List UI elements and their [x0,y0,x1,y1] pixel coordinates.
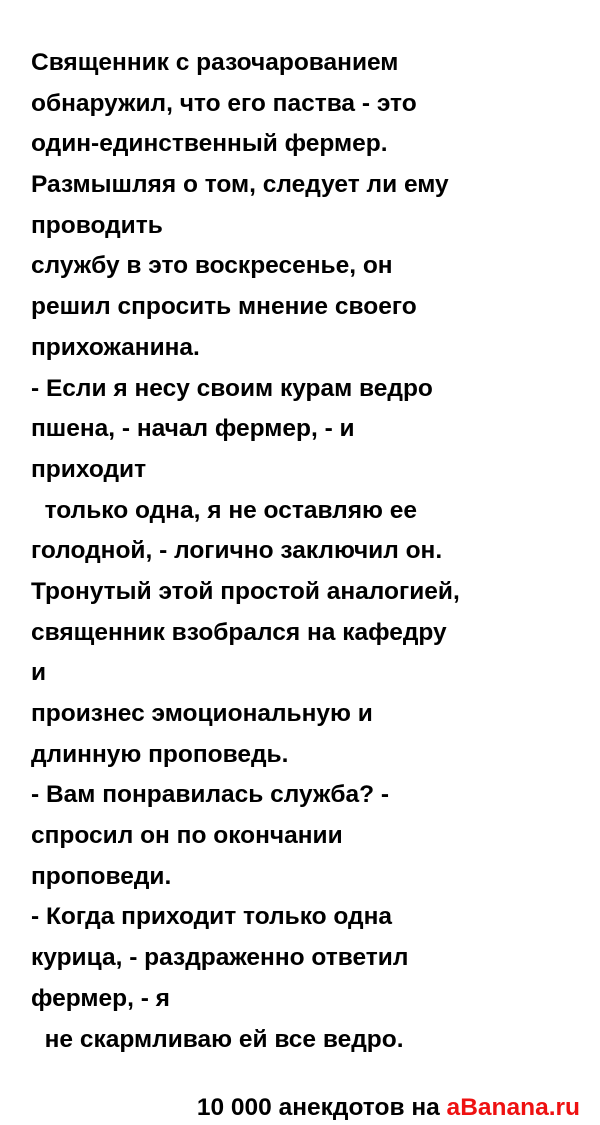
joke-line: обнаружил, что его паства - это [31,89,417,117]
joke-line: проводить [31,211,163,239]
joke-line: проповеди. [31,862,172,890]
joke-line: службу в это воскресенье, он [31,252,393,280]
site-footer [0,1057,580,1125]
joke-line: голодной, - логично заключил он. [31,537,443,565]
joke-line: - Когда приходит только одна [31,903,393,931]
joke-line: прихожанина. [31,333,200,361]
site-brand-link[interactable] [447,1094,580,1121]
joke-line: приходит [31,455,147,483]
joke-line: Тронутый этой простой аналогией, [31,577,460,605]
joke-line: Размышляя о том, следует ли ему [31,171,449,199]
joke-line: произнес эмоциональную и [31,700,373,727]
brand-name: Banana.ru [460,1094,580,1121]
joke-line: не скармливаю ей все ведро. [31,1025,404,1053]
joke-line: - Если я несу своим курам ведро [31,374,433,402]
footer-tagline: 10 000 анекдотов на [196,1094,447,1121]
joke-line: длинную проповедь. [31,740,289,768]
joke-line: курица, - раздраженно ответил [31,944,409,972]
joke-line: один-единственный фермер. [31,130,388,158]
joke-line: Священник с разочарованием [31,49,399,76]
joke-line: решил спросить мнение своего [31,293,417,321]
joke-line: священник взобрался на кафедру [31,618,447,646]
joke-line: только одна, я не оставляю ее [31,496,418,524]
joke-line: и [31,659,47,687]
joke-line: пшена, - начал фермер, - и [31,415,355,443]
brand-letter-a: a [446,1094,461,1121]
joke-line: спросил он по окончании [31,822,343,850]
joke-line: фермер, - я [31,984,170,1012]
joke-line: - Вам понравилась служба? - [31,781,390,809]
joke-text [31,43,591,1060]
